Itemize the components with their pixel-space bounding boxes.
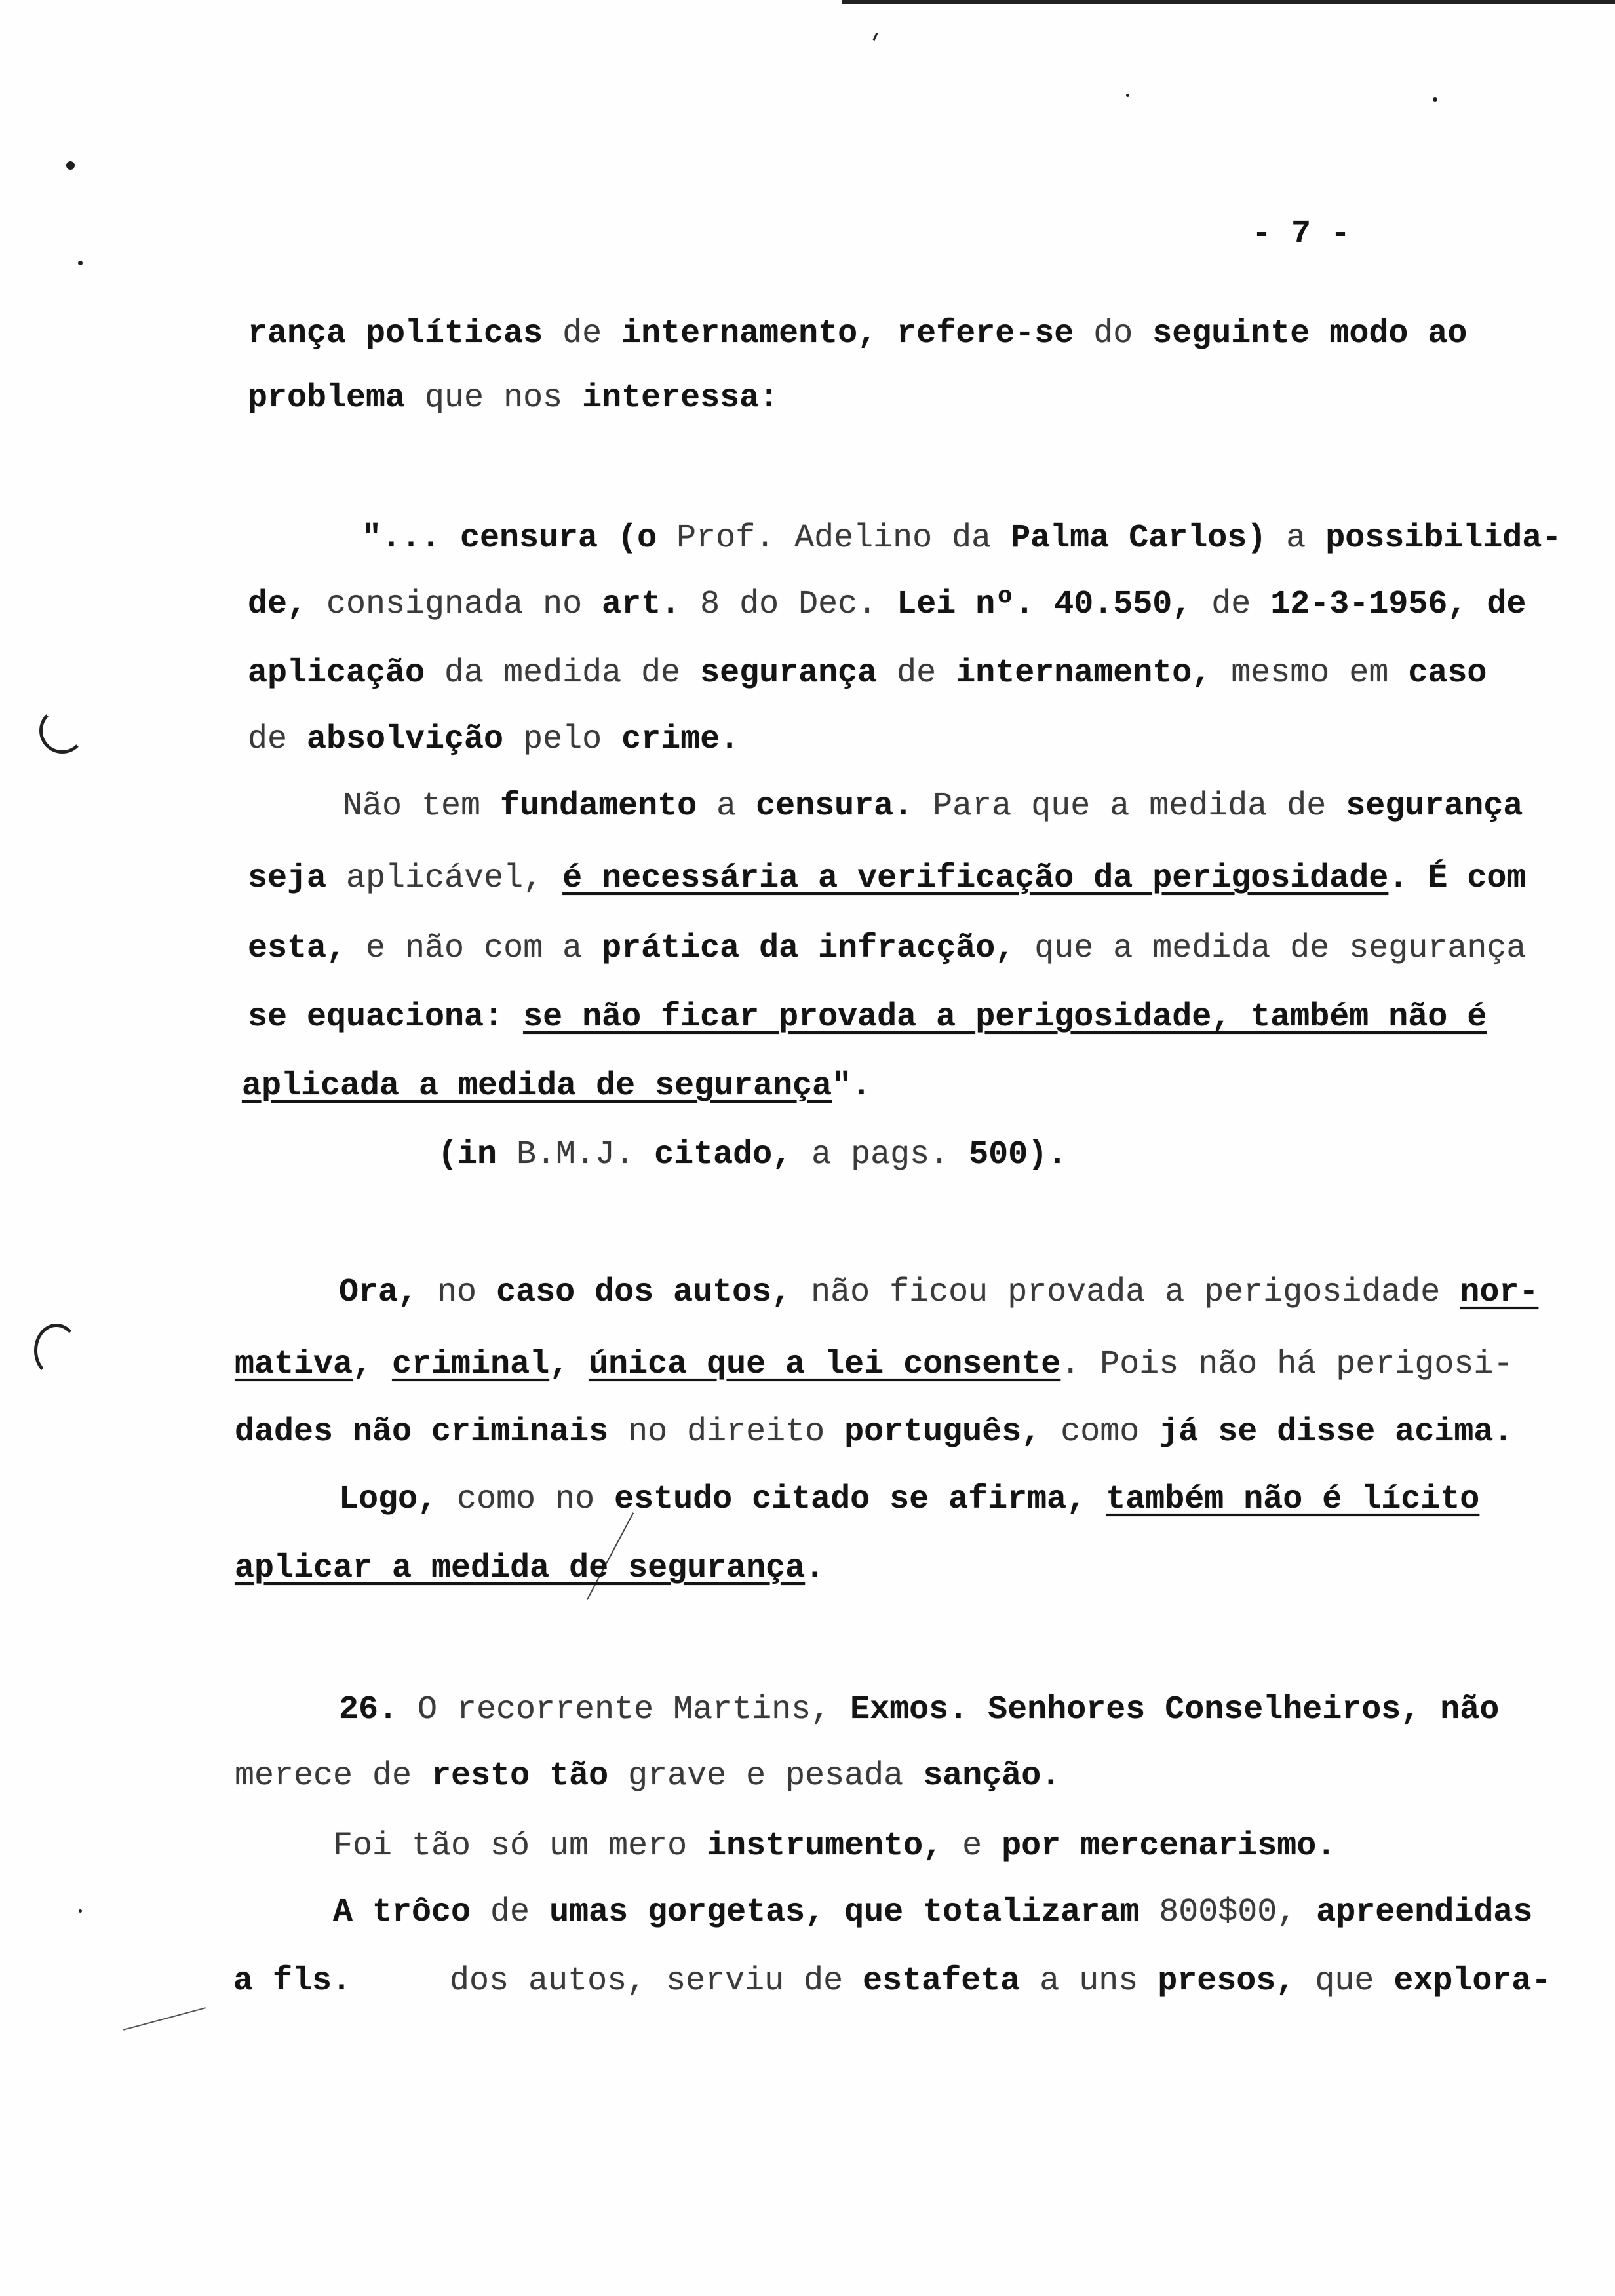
text-run: absolvição xyxy=(307,721,504,758)
intro-line-1 xyxy=(248,313,1467,355)
underlined-phrase: também não é lícito xyxy=(1106,1481,1480,1518)
underlined-phrase: é necessária a verificação da perigosidade xyxy=(562,860,1389,897)
underlined-phrase: única que a lei consente xyxy=(589,1346,1061,1383)
text-run: A trôco xyxy=(333,1894,471,1931)
text-run: (in xyxy=(438,1136,497,1174)
text-run: de xyxy=(543,315,622,353)
text-run: e não com a xyxy=(346,930,602,967)
text-run: a pags. xyxy=(792,1136,969,1174)
text-run: Ora, xyxy=(339,1274,418,1311)
text-run: caso xyxy=(1408,655,1487,692)
text-run: explora- xyxy=(1393,1962,1551,2000)
text-run: possibilida- xyxy=(1325,520,1562,557)
text-run: já se disse acima. xyxy=(1159,1413,1513,1451)
intro-line-2 xyxy=(248,377,779,419)
logo-line-1 xyxy=(339,1479,1479,1521)
text-run: aplicável, xyxy=(326,860,563,897)
text-run: , xyxy=(549,1346,589,1383)
text-run: afirma, xyxy=(929,1481,1106,1518)
scan-dot xyxy=(1126,94,1129,97)
text-run: 500). xyxy=(969,1136,1068,1174)
text-run: Lei nº. 40.550, xyxy=(897,586,1192,623)
text-run: consignada no xyxy=(307,586,602,623)
text-run: no direito xyxy=(608,1413,845,1451)
text-run: presos, xyxy=(1158,1962,1296,2000)
para26-line-4 xyxy=(333,1892,1532,1934)
para26-line-1 xyxy=(339,1689,1499,1731)
underlined-phrase: nor- xyxy=(1460,1274,1539,1311)
text-run: aplicação xyxy=(248,655,425,692)
text-run: Para que a medida de xyxy=(913,788,1346,825)
text-run: e xyxy=(943,1827,1002,1865)
text-run: que nos xyxy=(405,379,583,417)
underlined-phrase: aplicar a medida de segurança xyxy=(235,1550,806,1587)
text-run: da medida de xyxy=(425,655,701,692)
text-run: a xyxy=(697,788,756,825)
text-run: É com xyxy=(1428,860,1527,897)
underlined-phrase: criminal xyxy=(392,1346,550,1383)
text-run: 26. xyxy=(339,1691,399,1729)
text-run: português, xyxy=(844,1413,1041,1451)
text-run: 8 do Dec. xyxy=(680,586,897,623)
para26-line-3 xyxy=(333,1826,1336,1867)
para26-line-5 xyxy=(233,1961,1551,2002)
text-run: apreendidas xyxy=(1316,1894,1533,1931)
text-run: merece de xyxy=(235,1757,432,1795)
text-run: resto tão xyxy=(431,1757,609,1795)
scan-dot xyxy=(1433,97,1437,102)
text-run: pelo xyxy=(503,721,622,758)
text-run: segurança xyxy=(700,655,878,692)
underlined-phrase: mativa xyxy=(235,1346,353,1383)
text-run: que xyxy=(1295,1962,1394,2000)
scan-dot xyxy=(79,1909,82,1913)
text-run: de xyxy=(471,1894,550,1931)
punch-hole-mark xyxy=(39,708,85,754)
quote-line-2 xyxy=(248,584,1526,626)
quote-line-8 xyxy=(248,997,1487,1039)
text-run: no xyxy=(418,1274,497,1311)
text-run: Exmos. Senhores Conselheiros, não xyxy=(850,1691,1500,1729)
text-run: se equaciona: xyxy=(248,999,524,1036)
text-run: segurança xyxy=(1346,788,1523,825)
text-run: mesmo em xyxy=(1211,655,1409,692)
text-run: não ficou provada a perigosidade xyxy=(791,1274,1460,1311)
text-run: Prof. Adelino da xyxy=(657,520,1011,557)
scan-mark xyxy=(873,33,878,41)
punch-hole-mark xyxy=(34,1324,79,1377)
text-run: grave e pesada xyxy=(608,1757,924,1795)
text-run: . Pois não há perigosi- xyxy=(1060,1346,1513,1383)
text-run: rança políticas xyxy=(248,315,543,353)
text-run: , xyxy=(353,1346,393,1383)
text-run: censura. xyxy=(756,788,914,825)
text-run: dades não criminais xyxy=(235,1413,609,1451)
text-run: seguinte modo ao xyxy=(1152,315,1468,353)
text-run: 12-3-1956, de xyxy=(1270,586,1527,623)
text-run: prática da infracção, xyxy=(602,930,1015,967)
text-run: crime. xyxy=(621,721,740,758)
text-run: sanção. xyxy=(923,1757,1061,1795)
page-number: - 7 - xyxy=(1252,216,1351,253)
underlined-phrase: se não ficar provada a perigosidade, também não é xyxy=(523,999,1487,1036)
underlined-phrase: aplicada a medida de segurança xyxy=(242,1067,832,1105)
text-run: do xyxy=(1074,315,1153,353)
top-edge-line xyxy=(842,0,1615,4)
logo-line-2 xyxy=(235,1548,825,1590)
text-run: como xyxy=(1041,1413,1159,1451)
ora-line-2 xyxy=(235,1344,1513,1386)
text-run: instrumento, xyxy=(707,1827,943,1865)
text-run: . xyxy=(1388,860,1428,897)
text-run: interessa: xyxy=(582,379,779,417)
text-run: seja xyxy=(248,860,327,897)
text-run: estafeta xyxy=(863,1962,1021,2000)
text-run: art. xyxy=(602,586,681,623)
text-run: que a medida de segurança xyxy=(1015,930,1527,967)
text-run: fundamento xyxy=(500,788,697,825)
text-run: internamento, refere-se xyxy=(621,315,1074,353)
ora-line-3 xyxy=(235,1411,1513,1453)
text-run: Palma Carlos) xyxy=(1011,520,1267,557)
text-run: O recorrente Martins, xyxy=(398,1691,851,1729)
text-run: "... censura (o xyxy=(362,520,657,557)
quote-line-7 xyxy=(248,928,1526,970)
text-run: dos autos, serviu de xyxy=(351,1962,863,2000)
ora-line-1 xyxy=(339,1272,1538,1314)
text-run: de, xyxy=(248,586,307,623)
text-run: esta, xyxy=(248,930,347,967)
scan-dot xyxy=(66,161,75,170)
text-run: a uns xyxy=(1020,1962,1158,2000)
scan-dot xyxy=(78,261,83,265)
citation-line xyxy=(438,1134,1067,1176)
text-run: Logo, xyxy=(339,1481,438,1518)
text-run: a fls. xyxy=(233,1962,352,2000)
text-run: problema xyxy=(248,379,406,417)
text-run: umas gorgetas, que totalizaram xyxy=(549,1894,1140,1931)
text-run: por mercenarismo. xyxy=(1002,1827,1336,1865)
quote-line-9 xyxy=(242,1065,871,1107)
text-run: a xyxy=(1266,520,1326,557)
quote-line-3 xyxy=(248,653,1487,695)
scan-stroke xyxy=(123,2007,206,2031)
text-run: 800$00, xyxy=(1139,1894,1317,1931)
quote-line-6 xyxy=(248,858,1526,900)
para26-line-2 xyxy=(235,1755,1060,1797)
text-run: citado, xyxy=(654,1136,792,1174)
text-run: de xyxy=(1192,586,1271,623)
text-run: Foi tão só um mero xyxy=(333,1827,707,1865)
quote-line-5 xyxy=(343,786,1523,828)
text-run: de xyxy=(877,655,956,692)
text-run: Não tem xyxy=(343,788,501,825)
quote-line-1 xyxy=(362,518,1561,560)
text-run: B.M.J. xyxy=(497,1136,655,1174)
text-run: internamento, xyxy=(956,655,1212,692)
text-run: de xyxy=(248,721,307,758)
text-run: ". xyxy=(832,1067,872,1105)
text-run: . xyxy=(805,1550,825,1587)
text-run: como no xyxy=(437,1481,615,1518)
text-run: caso dos autos, xyxy=(496,1274,792,1311)
text-run: estudo citado se xyxy=(614,1481,929,1518)
quote-line-4 xyxy=(248,719,739,761)
